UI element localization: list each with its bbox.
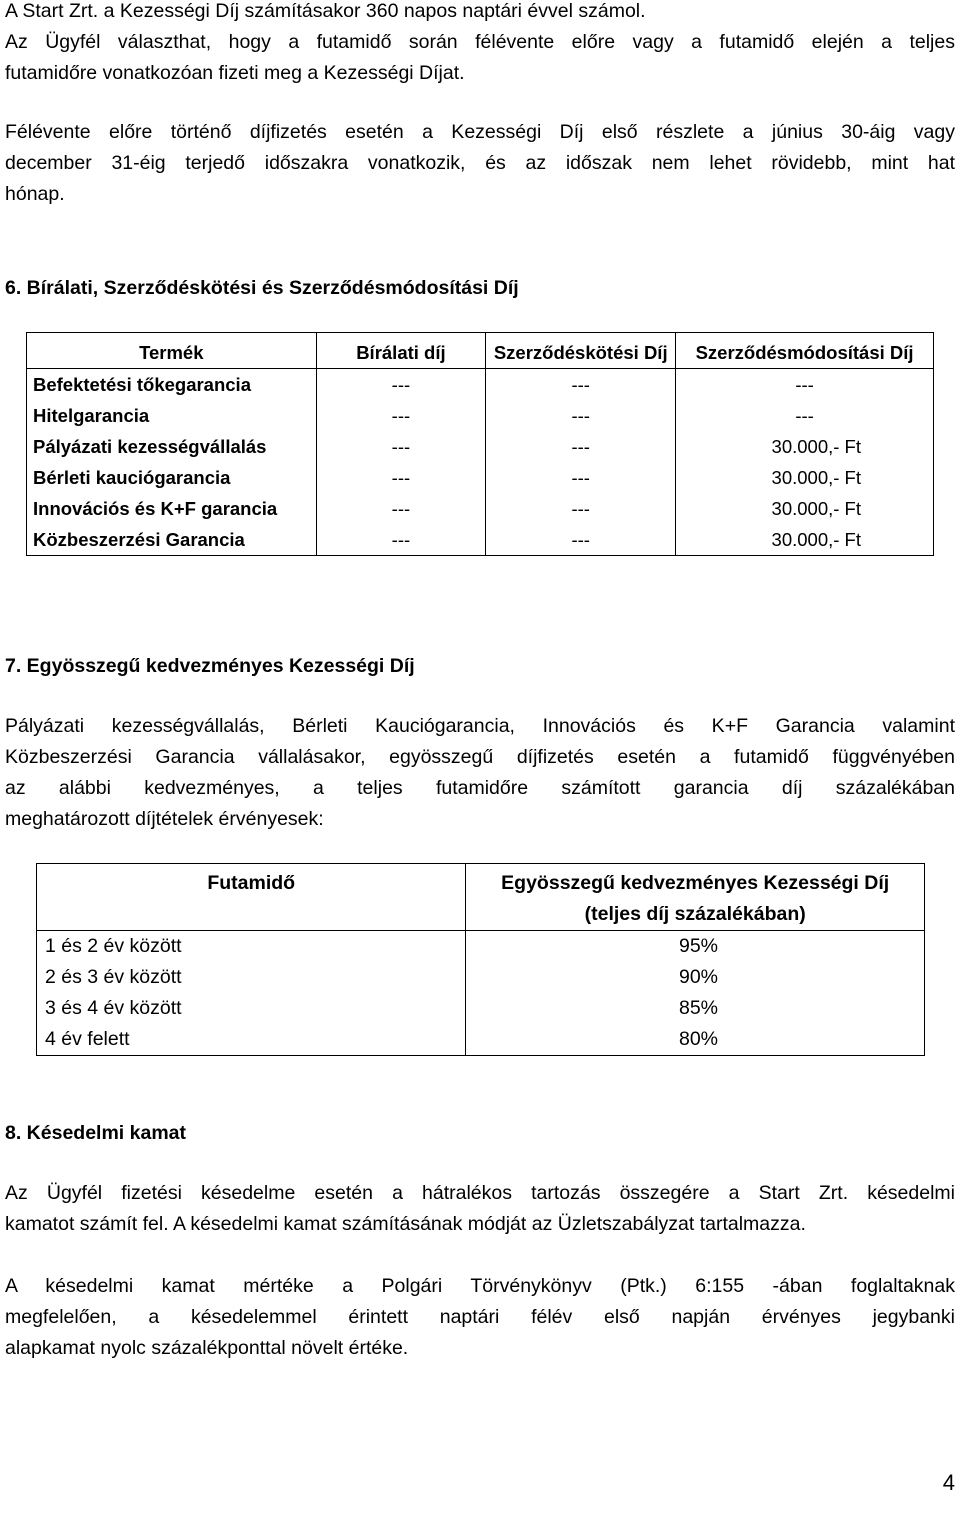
review-cell: --- — [316, 462, 486, 493]
section-8-p2-line-2: megfelelően, a késedelemmel érintett naptári félév első napján érvényes jegybanki — [5, 1306, 955, 1328]
intro-line-1: A Start Zrt. a Kezességi Díj számításakor 360 napos naptári évvel számol. — [5, 0, 646, 22]
term-cell: 3 és 4 év között — [37, 993, 466, 1024]
discount-table-header — [37, 864, 925, 931]
percent-cell: 80% — [466, 1024, 925, 1056]
product-cell: Befektetési tőkegarancia — [27, 369, 317, 401]
product-cell: Pályázati kezességvállalás — [27, 431, 317, 462]
page-number: 4 — [942, 1470, 955, 1495]
section-8-p2-line-3: alapkamat nyolc százalékponttal növelt értéke. — [5, 1337, 409, 1359]
review-cell: --- — [316, 400, 486, 431]
section-7-paragraph — [5, 711, 955, 835]
section-8-p1-line-2: kamatot számít fel. A késedelmi kamat számításának módját az Üzletszabályzat tartalmazza. — [5, 1213, 806, 1235]
intro-paragraph — [5, 0, 955, 89]
fee-table-header — [27, 333, 934, 369]
section-7-line-3: az alábbi kedvezményes, a teljes futamidőre számított garancia díj százalékában — [5, 777, 955, 799]
product-cell: Bérleti kauciógarancia — [27, 462, 317, 493]
section-8-heading: 8. Késedelmi kamat — [5, 1122, 187, 1144]
percent-cell: 90% — [466, 962, 925, 993]
table-row — [27, 462, 934, 493]
col-discount-fee-line-2: (teljes díj százalékában) — [584, 903, 806, 925]
section-7-line-1: Pályázati kezességvállalás, Bérleti Kauciógarancia, Innovációs és K+F Garancia valamint — [5, 715, 955, 737]
section-8-p1-line-1: Az Ügyfél fizetési késedelme esetén a hátralékos tartozás összegére a Start Zrt. késedelmi — [5, 1182, 955, 1204]
table-row — [27, 369, 934, 401]
modify-cell: --- — [676, 400, 934, 431]
percent-cell: 95% — [466, 931, 925, 963]
col-discount-fee — [466, 864, 925, 931]
col-term: Futamidő — [37, 864, 466, 931]
contract-cell: --- — [486, 431, 676, 462]
term-cell: 1 és 2 év között — [37, 931, 466, 963]
table-row — [37, 962, 925, 993]
semiannual-line-2: december 31-éig terjedő időszakra vonatkozik, és az időszak nem lehet rövidebb, mint hat — [5, 152, 955, 174]
contract-cell: --- — [486, 400, 676, 431]
intro-line-2: Az Ügyfél választhat, hogy a futamidő során félévente előre vagy a futamidő elején a teljes — [5, 31, 955, 53]
semiannual-paragraph — [5, 117, 955, 210]
review-cell: --- — [316, 431, 486, 462]
contract-cell: --- — [486, 493, 676, 524]
section-8-paragraph-2 — [5, 1271, 955, 1364]
section-7-line-4: meghatározott díjtételek érvényesek: — [5, 808, 324, 830]
table-row — [27, 524, 934, 556]
contract-cell: --- — [486, 462, 676, 493]
table-row — [27, 493, 934, 524]
contract-cell: --- — [486, 524, 676, 556]
review-cell: --- — [316, 524, 486, 556]
semiannual-line-1: Félévente előre történő díjfizetés esetén a Kezességi Díj első részlete a június 30-áig vagy — [5, 121, 955, 143]
col-contract-fee: Szerződéskötési Díj — [486, 333, 676, 369]
modify-cell: --- — [676, 369, 934, 401]
section-7-line-2: Közbeszerzési Garancia vállalásakor, egyösszegű díjfizetés esetén a futamidő függvényében — [5, 746, 955, 768]
col-review-fee: Bírálati díj — [316, 333, 486, 369]
percent-cell: 85% — [466, 993, 925, 1024]
table-row — [37, 1024, 925, 1056]
term-cell: 4 év felett — [37, 1024, 466, 1056]
product-cell: Közbeszerzési Garancia — [27, 524, 317, 556]
contract-cell: --- — [486, 369, 676, 401]
discount-table — [36, 863, 925, 1056]
review-cell: --- — [316, 493, 486, 524]
table-row — [27, 400, 934, 431]
product-cell: Innovációs és K+F garancia — [27, 493, 317, 524]
section-8-paragraph-1 — [5, 1178, 955, 1240]
product-cell: Hitelgarancia — [27, 400, 317, 431]
col-product: Termék — [27, 333, 317, 369]
review-cell: --- — [316, 369, 486, 401]
modify-cell: 30.000,- Ft — [676, 462, 934, 493]
table-row — [37, 993, 925, 1024]
term-cell: 2 és 3 év között — [37, 962, 466, 993]
fee-table — [26, 332, 934, 556]
col-discount-fee-line-1: Egyösszegű kedvezményes Kezességi Díj — [501, 872, 890, 894]
table-row — [37, 931, 925, 963]
modify-cell: 30.000,- Ft — [676, 524, 934, 556]
modify-cell: 30.000,- Ft — [676, 431, 934, 462]
intro-line-3: futamidőre vonatkozóan fizeti meg a Kezességi Díjat. — [5, 62, 465, 84]
col-modification-fee: Szerződésmódosítási Díj — [676, 333, 934, 369]
section-6-heading: 6. Bírálati, Szerződéskötési és Szerződésmódosítási Díj — [5, 277, 519, 299]
table-row — [27, 431, 934, 462]
section-8-p2-line-1: A késedelmi kamat mértéke a Polgári Törvénykönyv (Ptk.) 6:155 -ában foglaltaknak — [5, 1275, 955, 1297]
semiannual-line-3: hónap. — [5, 183, 65, 205]
section-7-heading: 7. Egyösszegű kedvezményes Kezességi Díj — [5, 655, 415, 677]
modify-cell: 30.000,- Ft — [676, 493, 934, 524]
